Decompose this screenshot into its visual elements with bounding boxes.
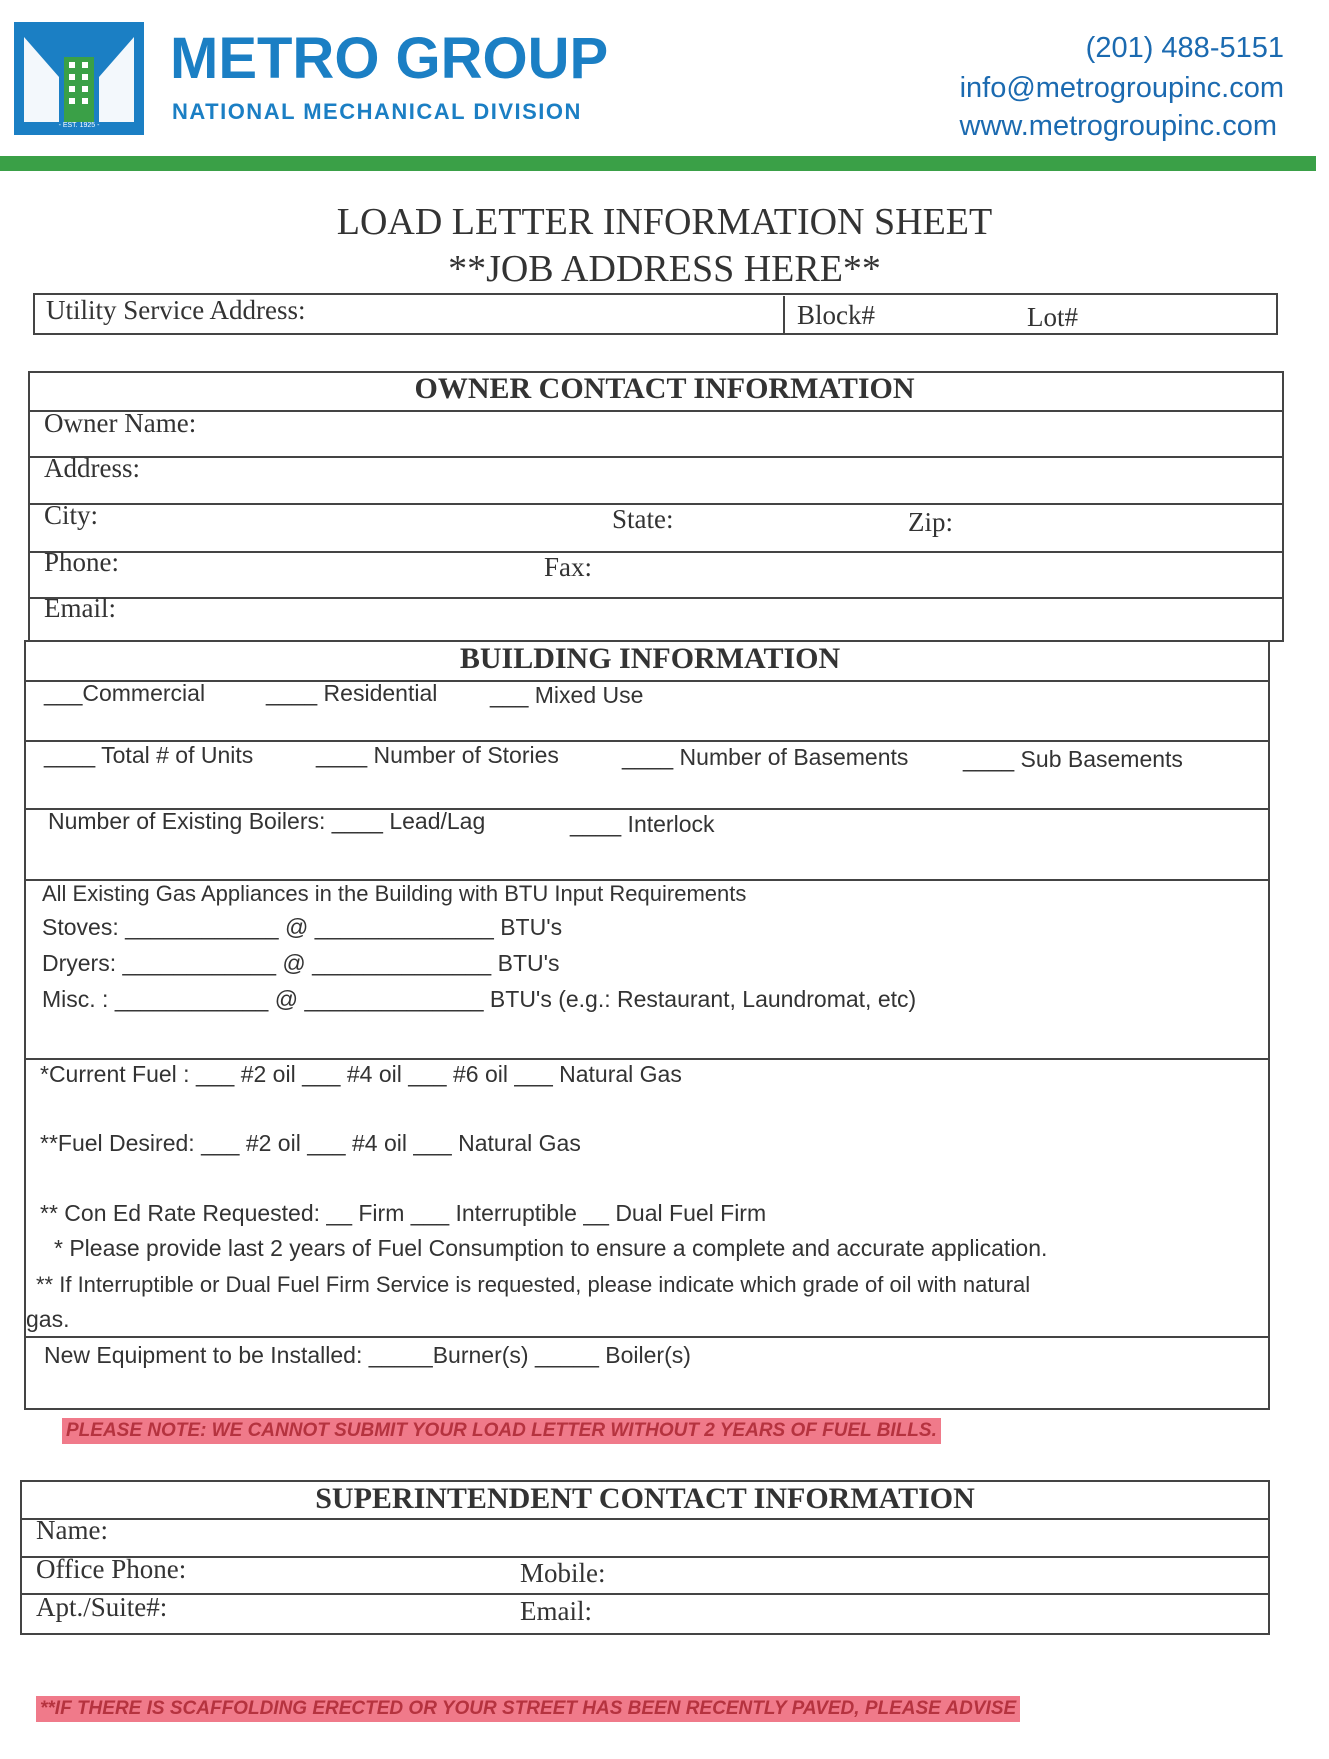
- block-label: Block#: [797, 300, 875, 330]
- number-of-basements[interactable]: ____ Number of Basements: [622, 744, 909, 770]
- building-logo-icon: [14, 22, 144, 135]
- sub-basements[interactable]: ____ Sub Basements: [963, 746, 1183, 772]
- type-commercial[interactable]: ___Commercial: [44, 680, 206, 706]
- owner-state-label: State:: [612, 504, 674, 534]
- appliances-heading: All Existing Gas Appliances in the Building with BTU Input Requirements: [42, 881, 747, 906]
- divider: [22, 1518, 1268, 1520]
- number-of-stories[interactable]: ____ Number of Stories: [316, 742, 559, 768]
- new-equipment[interactable]: New Equipment to be Installed: _____Burner(s) _____ Boiler(s): [44, 1342, 691, 1368]
- scaffolding-warning: **IF THERE IS SCAFFOLDING ERECTED OR YOUR STREET HAS BEEN RECENTLY PAVED, PLEASE ADVISE: [36, 1696, 1020, 1722]
- owner-address-label: Address:: [44, 453, 140, 483]
- divider: [26, 1058, 1268, 1060]
- company-logo: [14, 22, 144, 135]
- division-name: NATIONAL MECHANICAL DIVISION: [172, 99, 582, 124]
- dryers-row[interactable]: Dryers: ____________ @ ______________ BTU's: [42, 950, 560, 976]
- divider: [22, 1593, 1268, 1595]
- contact-phone[interactable]: (201) 488-5151: [1085, 32, 1284, 64]
- divider: [30, 551, 1282, 553]
- page-title: LOAD LETTER INFORMATION SHEET: [336, 201, 993, 243]
- misc-row[interactable]: Misc. : ____________ @ ______________ BTU's (e.g.: Restaurant, Laundromat, etc): [42, 986, 917, 1012]
- existing-boilers-lead-lag[interactable]: Number of Existing Boilers: ____ Lead/Lag: [48, 808, 486, 834]
- utility-divider: [783, 296, 785, 334]
- divider: [30, 597, 1282, 599]
- stoves-row[interactable]: Stoves: ____________ @ ______________ BTU's: [42, 914, 563, 940]
- header-divider: [0, 156, 1316, 171]
- job-address-title: **JOB ADDRESS HERE**: [448, 248, 881, 290]
- fuel-bills-warning: PLEASE NOTE: WE CANNOT SUBMIT YOUR LOAD LETTER WITHOUT 2 YEARS OF FUEL BILLS.: [62, 1418, 941, 1444]
- current-fuel[interactable]: *Current Fuel : ___ #2 oil ___ #4 oil ___ #6 oil ___ Natural Gas: [40, 1061, 682, 1087]
- owner-zip-label: Zip:: [908, 507, 953, 537]
- type-residential[interactable]: ____ Residential: [266, 680, 438, 706]
- contact-email[interactable]: info@metrogroupinc.com: [959, 72, 1284, 104]
- owner-fax-label: Fax:: [544, 552, 593, 582]
- interruptible-note: ** If Interruptible or Dual Fuel Firm Service is requested, please indicate which grade of oil with natural: [36, 1272, 1031, 1297]
- owner-city-label: City:: [44, 500, 99, 530]
- lot-label: Lot#: [1027, 302, 1078, 332]
- super-mobile-label: Mobile:: [520, 1558, 606, 1588]
- con-ed-rate[interactable]: ** Con Ed Rate Requested: __ Firm ___ Interruptible __ Dual Fuel Firm: [40, 1200, 767, 1226]
- fuel-desired[interactable]: **Fuel Desired: ___ #2 oil ___ #4 oil ___ Natural Gas: [40, 1130, 581, 1156]
- divider: [30, 456, 1282, 458]
- divider: [22, 1556, 1268, 1558]
- total-units[interactable]: ____ Total # of Units: [44, 742, 254, 768]
- established-text: - EST. 1925 -: [58, 122, 100, 129]
- owner-heading: OWNER CONTACT INFORMATION: [414, 372, 915, 405]
- owner-phone-label: Phone:: [44, 547, 120, 577]
- brand-name: METRO GROUP: [170, 26, 609, 91]
- superintendent-heading: SUPERINTENDENT CONTACT INFORMATION: [315, 1482, 975, 1515]
- super-apt-label: Apt./Suite#:: [36, 1592, 168, 1622]
- divider: [26, 680, 1268, 682]
- super-office-phone-label: Office Phone:: [36, 1554, 187, 1584]
- owner-name-label: Owner Name:: [44, 408, 197, 438]
- type-mixed-use[interactable]: ___ Mixed Use: [490, 682, 644, 708]
- super-name-label: Name:: [36, 1515, 108, 1545]
- super-email-label: Email:: [520, 1596, 592, 1626]
- divider: [30, 410, 1282, 412]
- building-heading: BUILDING INFORMATION: [459, 642, 841, 675]
- owner-email-label: Email:: [44, 593, 116, 623]
- boilers-interlock[interactable]: ____ Interlock: [570, 811, 715, 837]
- contact-website[interactable]: www.metrogroupinc.com: [959, 110, 1277, 142]
- fuel-consumption-note: * Please provide last 2 years of Fuel Consumption to ensure a complete and accurate application.: [54, 1235, 1048, 1261]
- divider: [26, 1336, 1268, 1338]
- interruptible-note-cont: gas.: [26, 1306, 70, 1332]
- utility-address-label: Utility Service Address:: [46, 295, 306, 325]
